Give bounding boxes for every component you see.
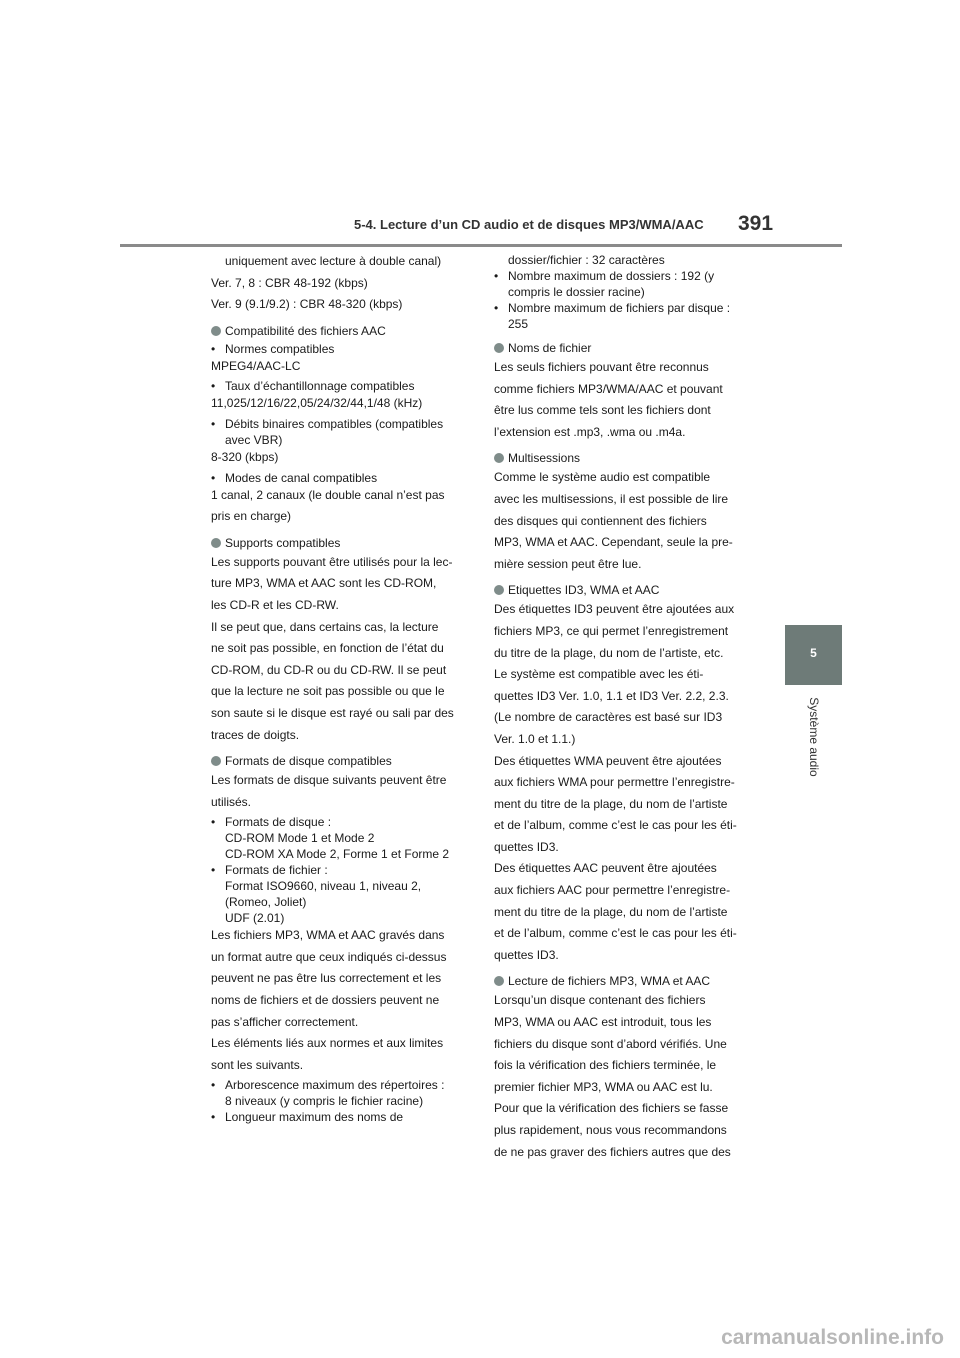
paragraph: aux fichiers WMA pour permettre l’enregistre- [494, 775, 735, 790]
paragraph: quettes ID3 Ver. 1.0, 1.1 et ID3 Ver. 2.2, 2.3. [494, 688, 729, 703]
paragraph: peuvent ne pas être lus correctement et les [211, 971, 442, 986]
paragraph: Comme le système audio est compatible [494, 470, 711, 485]
paragraph: des disques qui contiennent des fichiers [494, 513, 707, 528]
section-heading: Compatibilité des fichiers AAC [211, 323, 471, 339]
paragraph: (Le nombre de caractères est basé sur ID3 [494, 710, 723, 725]
section-heading: Etiquettes ID3, WMA et AAC [494, 582, 756, 598]
paragraph: traces de doigts. [211, 727, 300, 742]
paragraph: que la lecture ne soit pas possible ou que le [211, 684, 445, 699]
section-heading: Lecture de fichiers MP3, WMA et AAC [494, 973, 756, 989]
paragraph: mière session peut être lue. [494, 556, 642, 571]
list-item-continuation: dossier/fichier : 32 caractères [508, 253, 665, 267]
paragraph: ne soit pas possible, en fonction de l’état du [211, 641, 444, 656]
paragraph: Les fichiers MP3, WMA et AAC gravés dans [211, 928, 445, 943]
bullet-dot-icon [494, 343, 504, 353]
paragraph: sont les suivants. [211, 1057, 304, 1072]
paragraph: Ver. 7, 8 : CBR 48-192 (kbps) [211, 275, 368, 290]
paragraph: Les éléments liés aux normes et aux limites [211, 1036, 444, 1051]
paragraph: Ver. 9 (9.1/9.2) : CBR 48-320 (kbps) [211, 297, 403, 312]
watermark-link[interactable]: carmanualsonline.info [721, 1326, 944, 1349]
paragraph: MP3, WMA ou AAC est introduit, tous les [494, 1015, 712, 1030]
paragraph: ture MP3, WMA et AAC sont les CD-ROM, [211, 576, 437, 591]
header-divider [120, 244, 842, 247]
paragraph: Les formats de disque suivants peuvent être [211, 773, 447, 788]
paragraph: Les supports pouvant être utilisés pour la lec- [211, 554, 453, 569]
list-item: • Normes compatibles [211, 341, 335, 356]
paragraph: pris en charge) [211, 509, 292, 524]
paragraph: Les seuls fichiers pouvant être reconnus [494, 360, 709, 374]
paragraph: son saute si le disque est rayé ou sali par des [211, 705, 454, 720]
paragraph: avec les multisessions, il est possible de lire [494, 491, 729, 506]
section-heading: Formats de disque compatibles [211, 753, 471, 769]
paragraph: Il se peut que, dans certains cas, la lecture [211, 619, 439, 634]
section-heading: Supports compatibles [211, 535, 471, 551]
paragraph: fois la vérification des fichiers terminée, le [494, 1058, 717, 1073]
section-heading: Noms de fichier [494, 340, 756, 356]
list-item: • Formats de fichier : Format ISO9660, niveau 1, niveau 2, (Romeo, Joliet) UDF (2.01) [211, 863, 422, 926]
paragraph: Des étiquettes ID3 peuvent être ajoutées aux [494, 602, 735, 617]
paragraph: ment du titre de la plage, du nom de l’artiste [494, 904, 728, 919]
list-item: • Nombre maximum de dossiers : 192 (y compris le dossier racine) [494, 269, 715, 299]
list-item: • Débits binaires compatibles (compatibles avec VBR) [211, 416, 444, 447]
paragraph: MP3, WMA et AAC. Cependant, seule la pre- [494, 535, 733, 550]
paragraph: 1 canal, 2 canaux (le double canal n’est pas [211, 487, 445, 502]
list-item: • Arborescence maximum des répertoires : 8 niveaux (y compris le fichier racine) [211, 1078, 445, 1109]
paragraph: plus rapidement, nous vous recommandons [494, 1123, 727, 1137]
bullet-dot-icon [211, 538, 221, 548]
paragraph: Lorsqu’un disque contenant des fichiers [494, 993, 706, 1008]
paragraph: et de l’album, comme c’est le cas pour les éti- [494, 926, 737, 941]
paragraph: 11,025/12/16/22,05/24/32/44,1/48 (kHz) [211, 396, 423, 411]
bullet-dot-icon [494, 976, 504, 986]
paragraph: pas s’afficher correctement. [211, 1014, 359, 1029]
section-title: 5-4. Lecture d’un CD audio et de disques MP3/WMA/AAC [354, 217, 704, 232]
paragraph: et de l’album, comme c’est le cas pour les éti- [494, 818, 737, 833]
section-heading: Multisessions [494, 450, 756, 466]
page-number: 391 [738, 212, 774, 235]
paragraph: fichiers du disque sont d’abord vérifiés. Une [494, 1036, 727, 1051]
paragraph: uniquement avec lecture à double canal) [225, 254, 442, 268]
paragraph: du titre de la plage, du nom de l’artiste, etc. [494, 645, 724, 660]
paragraph: MPEG4/AAC-LC [211, 358, 301, 373]
paragraph: comme fichiers MP3/WMA/AAC et pouvant [494, 381, 723, 396]
bullet-dot-icon [494, 453, 504, 463]
chapter-label: Système audio [807, 697, 821, 777]
bullet-dot-icon [211, 756, 221, 766]
paragraph: CD-ROM, du CD-R ou du CD-RW. Il se peut [211, 662, 447, 677]
bullet-dot-icon [211, 326, 221, 336]
paragraph: Le système est compatible avec les éti- [494, 667, 704, 682]
paragraph: les CD-R et les CD-RW. [211, 597, 339, 612]
bullet-dot-icon [494, 585, 504, 595]
paragraph: fichiers MP3, ce qui permet l’enregistrement [494, 623, 729, 638]
paragraph: Pour que la vérification des fichiers se fasse [494, 1101, 729, 1116]
list-item: • Nombre maximum de fichiers par disque : 255 [494, 301, 731, 331]
paragraph: quettes ID3. [494, 947, 559, 962]
paragraph: Des étiquettes WMA peuvent être ajoutées [494, 753, 722, 768]
paragraph: l’extension est .mp3, .wma ou .m4a. [494, 424, 686, 439]
paragraph: aux fichiers AAC pour permettre l’enregistre- [494, 883, 731, 898]
paragraph: être lus comme tels sont les fichiers dont [494, 403, 711, 418]
list-item: • Modes de canal compatibles [211, 470, 378, 485]
list-item: • Taux d’échantillonnage compatibles [211, 379, 415, 394]
paragraph: Ver. 1.0 et 1.1.) [494, 731, 576, 746]
chapter-tab [785, 625, 842, 685]
paragraph: un format autre que ceux indiqués ci-dessus [211, 949, 447, 964]
paragraph: Des étiquettes AAC peuvent être ajoutées [494, 861, 717, 876]
list-item: • Formats de disque : CD-ROM Mode 1 et Mode 2 CD-ROM XA Mode 2, Forme 1 et Forme 2 [211, 815, 450, 862]
paragraph: de ne pas graver des fichiers autres que des [494, 1144, 731, 1159]
paragraph: 8-320 (kbps) [211, 449, 279, 464]
right-column [494, 252, 756, 1164]
chapter-number: 5 [810, 646, 817, 660]
left-column [211, 252, 471, 1125]
list-item: • Longueur maximum des noms de [211, 1110, 404, 1125]
paragraph: quettes ID3. [494, 839, 559, 854]
paragraph: utilisés. [211, 794, 252, 809]
paragraph: premier fichier MP3, WMA ou AAC est lu. [494, 1079, 713, 1094]
paragraph: ment du titre de la plage, du nom de l’artiste [494, 796, 728, 811]
paragraph: noms de fichiers et de dossiers peuvent ne [211, 993, 440, 1008]
